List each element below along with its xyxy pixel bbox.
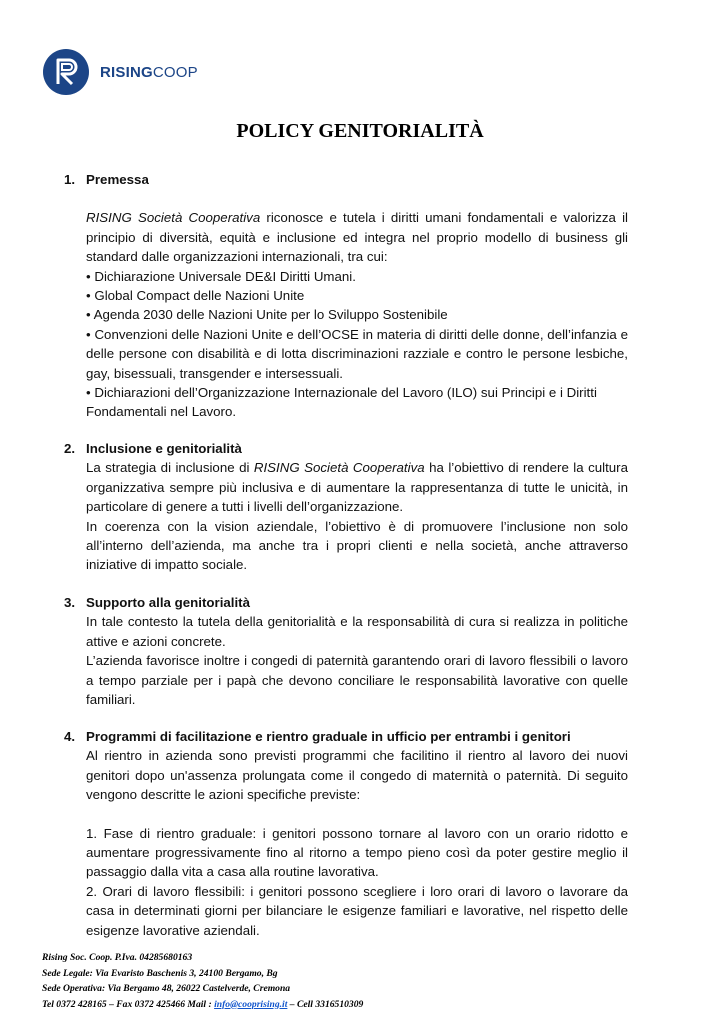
section-heading: 1. Premessa <box>64 172 149 187</box>
list-item: 1. Fase di rientro graduale: i genitori possono tornare al lavoro con un orario ridotto e aumentare progressivamente fino al ritorno a tempo pieno così da poter gestire meglio il passaggio dalla vita a casa alla routine lavorativa. <box>86 825 628 880</box>
rising-logo-icon <box>42 48 90 96</box>
list-item: • Dichiarazioni dell’Organizzazione Internazionale del Lavoro (ILO) sui Principi e i Diritti Fondamentali nel Lavoro. <box>86 385 597 420</box>
section-heading: 3. Supporto alla genitorialità <box>64 595 251 610</box>
section-programmi <box>64 727 628 940</box>
footer-operating-address: Sede Operativa: Via Bergamo 48, 26022 Castelverde, Cremona <box>42 983 291 994</box>
section-premessa <box>64 170 628 422</box>
list-item: • Agenda 2030 delle Nazioni Unite per lo Sviluppo Sostenibile <box>86 307 448 323</box>
section-paragraph: Al rientro in azienda sono previsti programmi che facilitino il rientro al lavoro dei nuovi genitori dopo un'assenza prolungata come il congedo di maternità o paternità. Di seguito vengono descritte le azioni specifiche previste: <box>86 748 628 803</box>
list-item: • Convenzioni delle Nazioni Unite e dell’OCSE in materia di diritti delle donne, dell’infanzia e delle persone con disabilità e di lotta discriminazioni razziale e contro le persone lesbiche, gay, bisessuali, transgender e intersessuali. <box>86 326 628 381</box>
section-supporto <box>64 593 628 709</box>
section-heading: 4. Programmi di facilitazione e rientro graduale in ufficio per entrambi i genitori <box>64 729 571 744</box>
section-paragraph: La strategia di inclusione di RISING Società Cooperativa ha l’obiettivo di rendere la cultura organizzativa sempre più inclusiva e di aumentare la rappresentanza di tutte le unicità, in particolare di genere a tutti i livelli dell’organizzazione. <box>86 460 628 515</box>
section-inclusione <box>64 439 628 575</box>
list-item: 2. Orari di lavoro flessibili: i genitori possono scegliere i loro orari di lavoro o lavorare da casa in determinati giorni per bilanciare le esigenze familiari e lavorative, nel rispetto delle esigenze lavorative aziendali. <box>86 883 628 938</box>
logo-wordmark: RISINGCOOP <box>100 63 198 81</box>
email-link[interactable]: info@cooprising.it <box>214 998 288 1010</box>
footer-legal-address: Sede Legale: Via Evaristo Baschenis 3, 24100 Bergamo, Bg <box>42 967 278 979</box>
page-footer <box>42 950 363 1012</box>
list-item: • Global Compact delle Nazioni Unite <box>86 288 305 304</box>
list-item: • Dichiarazione Universale DE&I Diritti Umani. <box>86 268 356 284</box>
footer-contacts: Tel 0372 428165 – Fax 0372 425466 Mail : info@cooprising.it – Cell 3316510309 <box>42 998 364 1010</box>
footer-company: Rising Soc. Coop. P.Iva. 04285680163 <box>42 952 193 963</box>
section-paragraph: In tale contesto la tutela della genitorialità e la responsabilità di cura si realizza in politiche attive e azioni concrete. <box>86 614 628 649</box>
section-paragraph: In coerenza con la vision aziendale, l’obiettivo è di promuovere l’inclusione non solo all’interno dell’azienda, ma anche tra i propri clienti e nella società, anche attraverso iniziative di impatto sociale. <box>86 518 628 573</box>
page-title: POLICY GENITORIALITÀ <box>236 120 484 142</box>
company-logo <box>42 48 198 96</box>
section-paragraph: L’azienda favorisce inoltre i congedi di paternità garantendo orari di lavoro flessibili o lavoro a tempo parziale per i papà che devono conciliare le responsabilità lavorative con quelle familiari. <box>86 653 628 708</box>
section-heading: 2. Inclusione e genitorialità <box>64 441 242 456</box>
section-paragraph: RISING Società Cooperativa riconosce e tutela i diritti umani fondamentali e valorizza il principio di diversità, equità e inclusione ed integra nel proprio modello di business gli standard dalle organizzazioni internazionali, tra cui: <box>86 210 628 265</box>
